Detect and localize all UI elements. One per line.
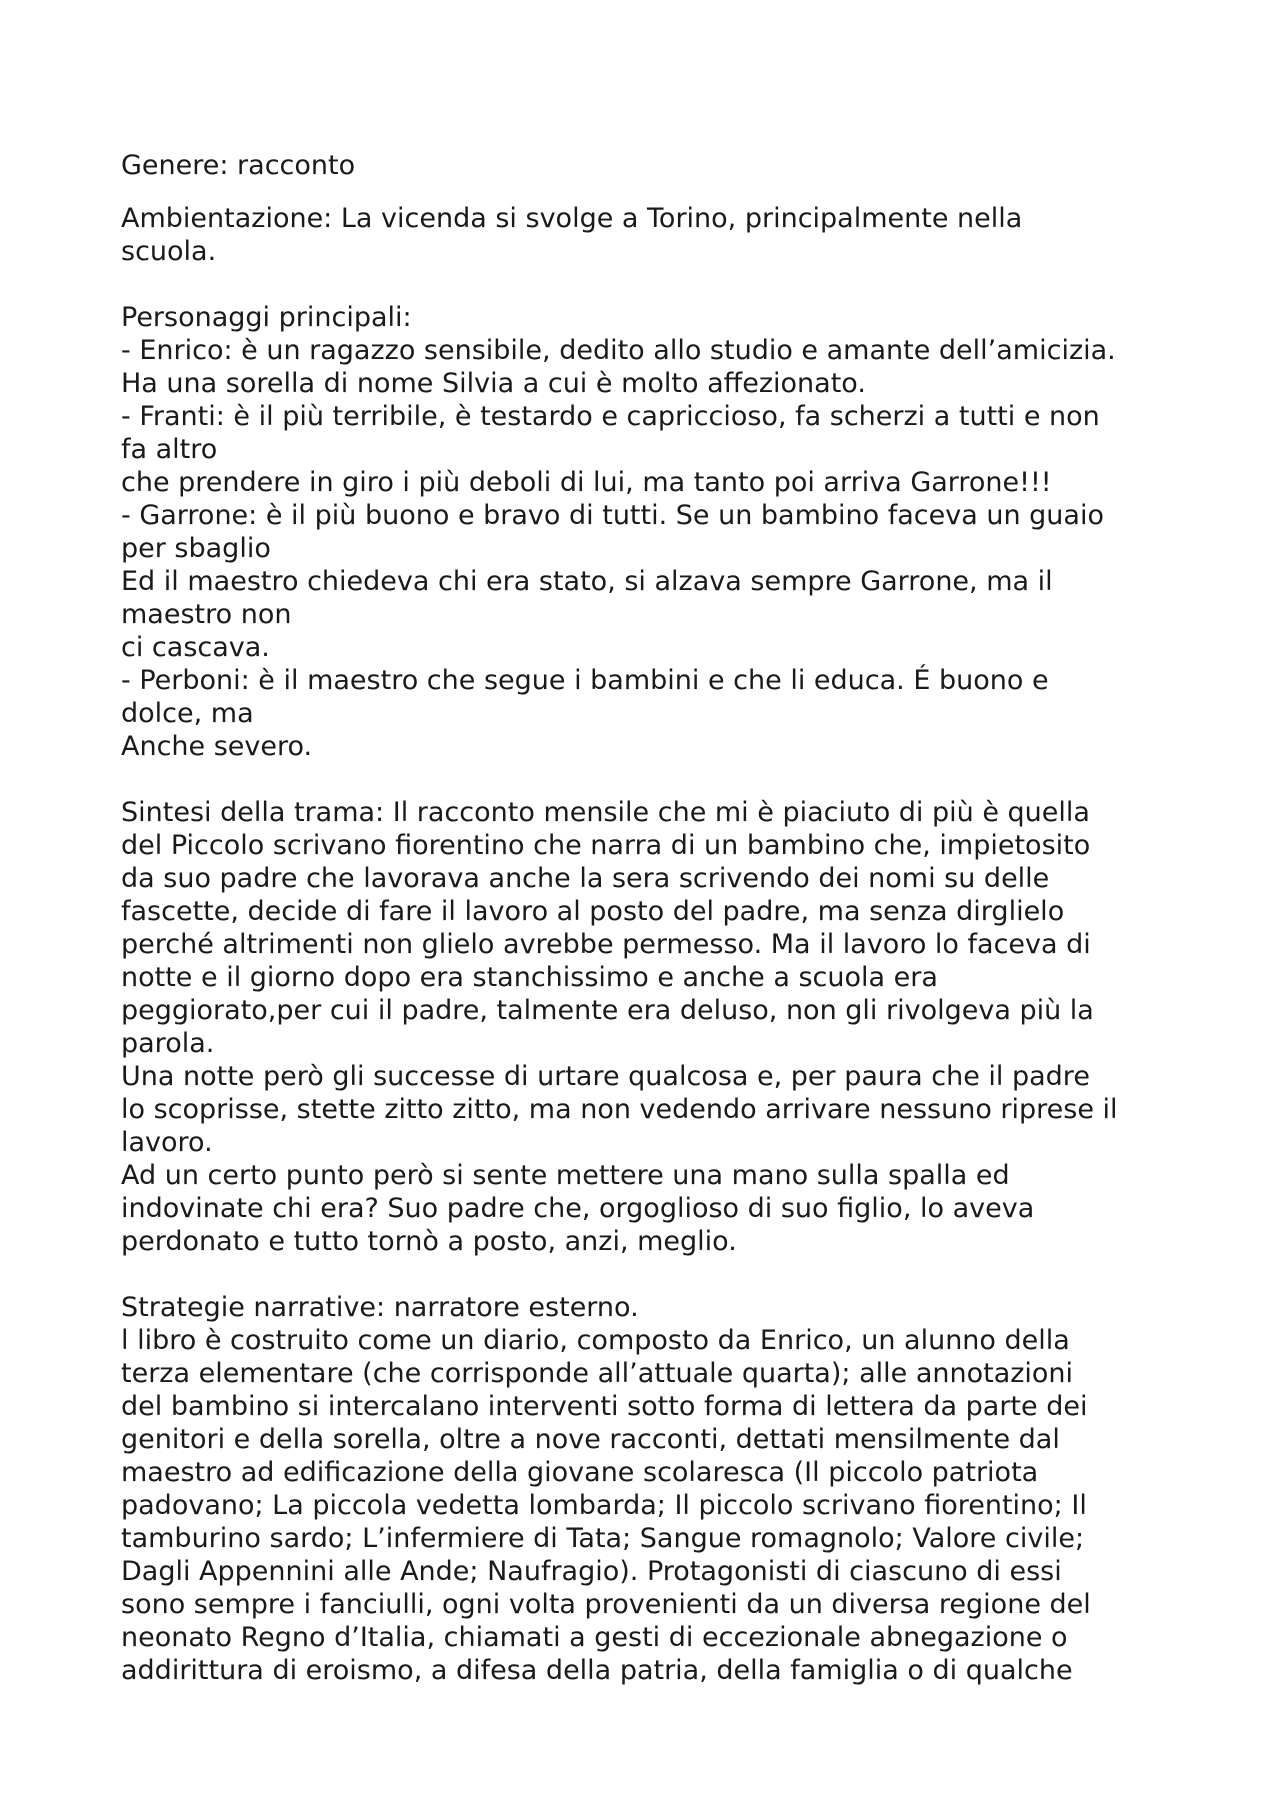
plot-line: Una notte però gli successe di urtare qualcosa e, per paura che il padre (121, 1061, 1090, 1092)
character-line: Ed il maestro chiedeva chi era stato, si alzava sempre Garrone, ma il (121, 566, 1053, 597)
character-line: Ha una sorella di nome Silvia a cui è molto affezionato. (121, 368, 866, 399)
plot-line: del Piccolo scrivano fiorentino che narra di un bambino che, impietosito (121, 830, 1091, 861)
plot-line: lavoro. (121, 1127, 213, 1158)
strategies-line: l libro è costruito come un diario, composto da Enrico, un alunno della (121, 1325, 1070, 1356)
plot-line: Sintesi della trama: Il racconto mensile che mi è piaciuto di più è quella (121, 797, 1090, 828)
strategies-line: tamburino sardo; L’infermiere di Tata; Sangue romagnolo; Valore civile; (121, 1523, 1085, 1554)
characters-paragraph (121, 301, 1221, 763)
character-line: - Garrone: è il più buono e bravo di tutti. Se un bambino faceva un guaio (121, 500, 1104, 531)
character-line: dolce, ma (121, 698, 254, 729)
strategies-line: addirittura di eroismo, a difesa della patria, della famiglia o di qualche (121, 1655, 1073, 1686)
plot-line: perché altrimenti non glielo avrebbe permesso. Ma il lavoro lo faceva di (121, 929, 1091, 960)
plot-line: da suo padre che lavorava anche la sera scrivendo dei nomi su delle (121, 863, 1050, 894)
strategies-line: Strategie narrative: narratore esterno. (121, 1292, 639, 1323)
plot-line: peggiorato,per cui il padre, talmente era deluso, non gli rivolgeva più la (121, 995, 1094, 1026)
character-line: che prendere in giro i più deboli di lui, ma tanto poi arriva Garrone!!! (121, 467, 1052, 498)
character-line: - Enrico: è un ragazzo sensibile, dedito allo studio e amante dell’amicizia. (121, 335, 1116, 366)
strategies-line: Dagli Appennini alle Ande; Naufragio). Protagonisti di ciascuno di essi (121, 1556, 1062, 1587)
character-line: maestro non (121, 599, 292, 630)
strategies-line: del bambino si intercalano interventi sotto forma di lettera da parte dei (121, 1391, 1088, 1422)
plot-paragraph (121, 796, 1221, 1258)
strategies-line: neonato Regno d’Italia, chiamati a gesti di eccezionale abnegazione o (121, 1622, 1068, 1653)
setting-paragraph (121, 202, 1221, 268)
character-line: Anche severo. (121, 731, 313, 762)
characters-heading: Personaggi principali: (121, 302, 412, 333)
strategies-line: genitori e della sorella, oltre a nove racconti, dettati mensilmente dal (121, 1424, 1060, 1455)
document-body (121, 149, 1221, 1687)
setting-line: scuola. (121, 236, 217, 267)
character-line: - Perboni: è il maestro che segue i bambini e che li educa. É buono e (121, 665, 1049, 696)
plot-line: lo scoprisse, stette zitto zitto, ma non vedendo arrivare nessuno riprese il (121, 1094, 1118, 1125)
strategies-line: sono sempre i fanciulli, ogni volta provenienti da un diversa regione del (121, 1589, 1091, 1620)
strategies-line: maestro ad edificazione della giovane scolaresca (Il piccolo patriota (121, 1457, 1039, 1488)
plot-line: fascette, decide di fare il lavoro al posto del padre, ma senza dirglielo (121, 896, 1065, 927)
genre-paragraph (121, 149, 1221, 182)
strategies-line: padovano; La piccola vedetta lombarda; Il piccolo scrivano fiorentino; Il (121, 1490, 1087, 1521)
plot-line: perdonato e tutto tornò a posto, anzi, meglio. (121, 1226, 737, 1257)
plot-line: Ad un certo punto però si sente mettere una mano sulla spalla ed (121, 1160, 1010, 1191)
character-line: per sbaglio (121, 533, 271, 564)
character-line: ci cascava. (121, 632, 270, 663)
strategies-line: terza elementare (che corrisponde all’attuale quarta); alle annotazioni (121, 1358, 1074, 1389)
plot-line: parola. (121, 1028, 215, 1059)
plot-line: notte e il giorno dopo era stanchissimo e anche a scuola era (121, 962, 938, 993)
character-line: fa altro (121, 434, 218, 465)
character-line: - Franti: è il più terribile, è testardo e capriccioso, fa scherzi a tutti e non (121, 401, 1100, 432)
setting-line: Ambientazione: La vicenda si svolge a Torino, principalmente nella (121, 203, 1023, 234)
plot-line: indovinate chi era? Suo padre che, orgoglioso di suo figlio, lo aveva (121, 1193, 1035, 1224)
strategies-paragraph (121, 1291, 1221, 1687)
genre-line: Genere: racconto (121, 150, 356, 181)
